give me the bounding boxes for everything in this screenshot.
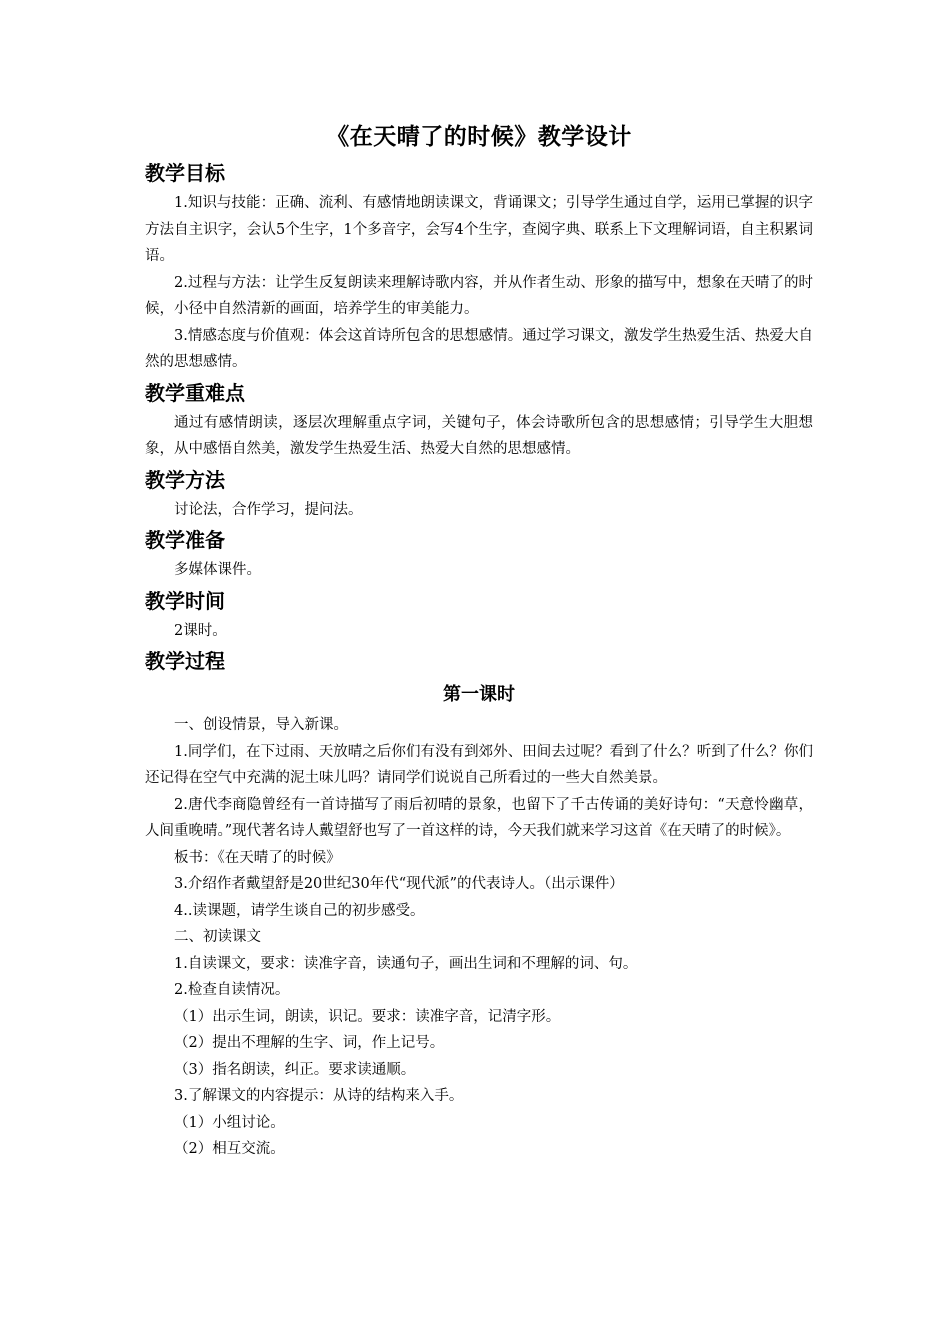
- process-item: 2.检查自读情况。: [174, 982, 290, 998]
- preparation-paragraph: 多媒体课件。: [174, 562, 261, 578]
- process-item: 板书：《在天晴了的时候》: [174, 849, 341, 866]
- process-item: 1.自读课文，要求：读准字音，读通句子，画出生词和不理解的词、句。: [174, 955, 638, 972]
- section-heading-time: 教学时间: [145, 588, 225, 613]
- process-item: 二、初读课文: [174, 929, 261, 945]
- section-heading-methods: 教学方法: [145, 467, 225, 492]
- document-body: [145, 118, 813, 1163]
- section-heading-keypoints: 教学重难点: [145, 380, 245, 405]
- document-title: 《在天晴了的时候》教学设计: [326, 124, 632, 150]
- methods-paragraph: 讨论法，合作学习，提问法。: [174, 501, 363, 518]
- process-item: 2.唐代李商隐曾经有一首诗描写了雨后初晴的景象，也留下了千古传诵的美好诗句：“天意怜幽草，人间重晚晴。”现代著名诗人戴望舒也写了一首这样的诗，今天我们就来学习这首《在天晴了的时候》。: [145, 796, 813, 839]
- process-item: 4..读课题，请学生谈自己的初步感受。: [174, 902, 425, 919]
- lesson-one-heading: 第一课时: [443, 684, 515, 705]
- section-heading-process: 教学过程: [145, 649, 225, 673]
- process-item: （3）指名朗读，纠正。要求读通顺。: [174, 1061, 416, 1078]
- process-item: 一、创设情景，导入新课。: [174, 717, 348, 733]
- section-heading-preparation: 教学准备: [145, 528, 225, 552]
- keypoints-paragraph: 通过有感情朗读，逐层次理解重点字词，关键句子，体会诗歌所包含的思想感情；引导学生大胆想象，从中感悟自然美，激发学生热爱生活、热爱大自然的思想感情。: [145, 414, 813, 457]
- objective-paragraph-2: 2.过程与方法：让学生反复朗读来理解诗歌内容，并从作者生动、形象的描写中，想象在天晴了的时候，小径中自然清新的画面，培养学生的审美能力。: [145, 274, 813, 317]
- process-item: （1）小组讨论。: [174, 1114, 285, 1131]
- process-item: （2）提出不理解的生字、词，作上记号。: [174, 1035, 445, 1051]
- process-item: 3.了解课文的内容提示：从诗的结构来入手。: [174, 1088, 464, 1104]
- objective-paragraph-1: 1.知识与技能：正确、流利、有感情地朗读课文，背诵课文；引导学生通过自学，运用已掌握的识字方法自主识字，会认5个生字，1个多音字，会写4个生字，查阅字典、联系上下文理解词语，自主积累词语。: [145, 195, 813, 264]
- objective-paragraph-3: 3.情感态度与价值观：体会这首诗所包含的思想感情。通过学习课文，激发学生热爱生活、热爱大自然的思想感情。: [145, 327, 813, 370]
- process-item: （2）相互交流。: [174, 1141, 285, 1157]
- time-paragraph: 2课时。: [174, 622, 227, 639]
- process-item: 1.同学们，在下过雨、天放晴之后你们有没有到郊外、田间去过呢？看到了什么？听到了什么？你们还记得在空气中充满的泥土味儿吗？请同学们说说自己所看过的一些大自然美景。: [145, 743, 813, 786]
- process-item: （1）出示生词，朗读，识记。要求：读准字音，记清字形。: [174, 1008, 561, 1025]
- section-heading-objectives: 教学目标: [145, 161, 225, 185]
- process-item: 3.介绍作者戴望舒是20世纪30年代“现代派”的代表诗人。（出示课件）: [174, 876, 624, 892]
